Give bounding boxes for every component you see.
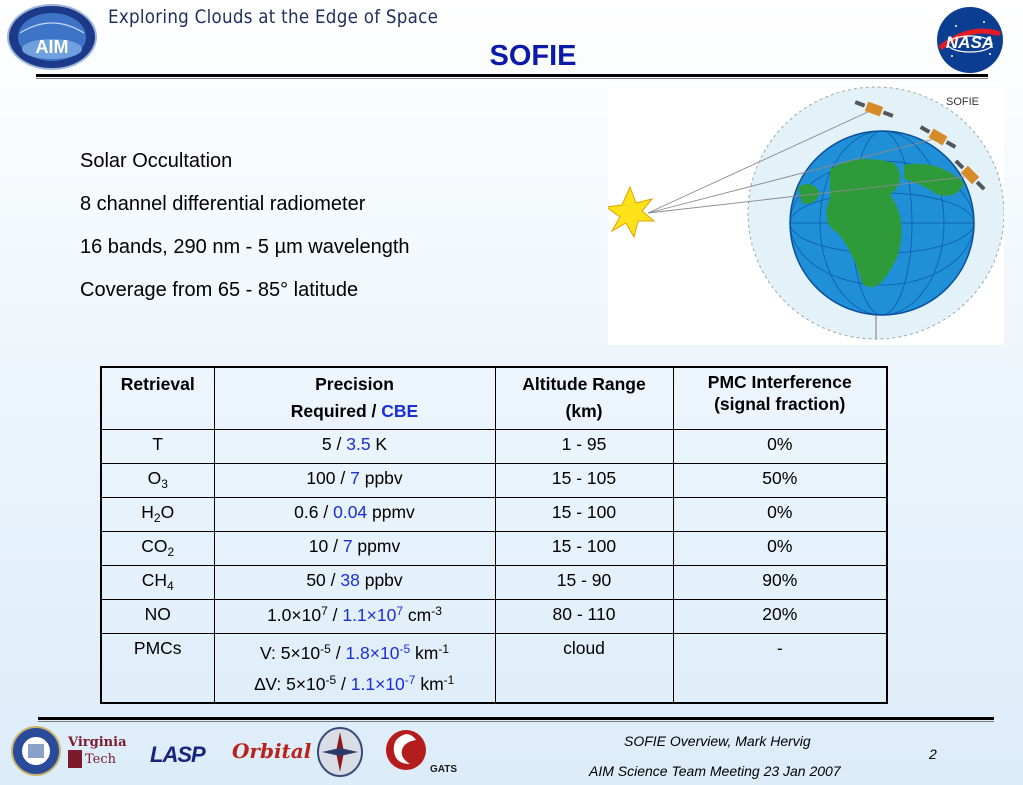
precision-required: 10 / bbox=[308, 536, 343, 556]
header-pmc-line1: PMC Interference bbox=[707, 372, 852, 392]
species-name: H bbox=[141, 502, 154, 522]
sofie-orbit-figure bbox=[608, 83, 1004, 345]
header-subtitle: Exploring Clouds at the Edge of Space bbox=[108, 6, 439, 28]
virginia-text: Virginia bbox=[68, 735, 127, 750]
header-precision bbox=[214, 367, 495, 430]
page-number: 2 bbox=[929, 746, 937, 762]
pmc-precision-line-dv bbox=[221, 667, 489, 698]
precision-required-exponent: 7 bbox=[321, 604, 328, 618]
gats-logo bbox=[380, 728, 470, 776]
compass-emblem-logo bbox=[316, 726, 364, 778]
cell-altitude: 80 - 110 bbox=[495, 600, 673, 634]
nasa-logo bbox=[934, 4, 1006, 76]
precision-unit: km bbox=[410, 643, 439, 663]
cell-retrieval bbox=[101, 566, 214, 600]
species-subscript: 3 bbox=[161, 477, 168, 491]
cell-precision bbox=[214, 634, 495, 704]
table-row bbox=[101, 430, 887, 464]
tech-text: Tech bbox=[85, 751, 117, 767]
summary-line: 8 channel differential radiometer bbox=[80, 193, 366, 215]
cell-retrieval bbox=[101, 464, 214, 498]
cell-retrieval bbox=[101, 532, 214, 566]
precision-required-exponent: -5 bbox=[320, 642, 331, 656]
header-pmc bbox=[673, 367, 887, 430]
header-pmc-line2: (signal fraction) bbox=[714, 394, 846, 414]
table-row bbox=[101, 464, 887, 498]
precision-required: 1.0×10 bbox=[267, 605, 322, 625]
cell-retrieval: PMCs bbox=[101, 634, 214, 704]
header-cbe: CBE bbox=[381, 401, 419, 421]
cell-precision bbox=[214, 430, 495, 464]
precision-cbe: 3.5 bbox=[346, 434, 371, 454]
cell-altitude: 15 - 100 bbox=[495, 532, 673, 566]
species-subscript: 2 bbox=[167, 545, 175, 559]
precision-unit: ppmv bbox=[352, 536, 401, 556]
precision-cbe-exponent: -7 bbox=[404, 673, 416, 687]
table-row bbox=[101, 566, 887, 600]
instrument-summary bbox=[80, 140, 410, 312]
slide-title: SOFIE bbox=[489, 40, 577, 72]
footer-divider-thin bbox=[38, 721, 994, 722]
header-divider bbox=[36, 74, 988, 77]
precision-unit: cm bbox=[403, 605, 432, 625]
summary-line: Solar Occultation bbox=[80, 150, 233, 172]
precision-slash: / bbox=[330, 643, 346, 663]
header-divider-thin bbox=[36, 78, 988, 79]
gats-text: GATS bbox=[430, 764, 458, 775]
cell-pmc: 0% bbox=[673, 498, 887, 532]
precision-required: 0.6 / bbox=[294, 502, 334, 522]
cell-precision bbox=[214, 464, 495, 498]
table-row bbox=[101, 498, 887, 532]
summary-line: Coverage from 65 - 85° latitude bbox=[80, 279, 359, 301]
retrieval-table bbox=[100, 366, 888, 704]
precision-slash: / bbox=[336, 674, 351, 694]
cell-altitude: 1 - 95 bbox=[495, 430, 673, 464]
cell-pmc: 20% bbox=[673, 600, 887, 634]
table-row bbox=[101, 600, 887, 634]
university-seal-logo bbox=[10, 724, 62, 778]
cell-altitude: 15 - 90 bbox=[495, 566, 673, 600]
cell-altitude: cloud bbox=[495, 634, 673, 704]
header-retrieval: Retrieval bbox=[101, 367, 214, 430]
precision-required: 100 / bbox=[306, 468, 351, 488]
species-name: O bbox=[147, 468, 162, 488]
nasa-logo-text: NASA bbox=[945, 33, 995, 52]
species-subscript: 2 bbox=[153, 511, 161, 525]
precision-required: ∆V: 5×10 bbox=[254, 674, 326, 694]
cell-pmc: 0% bbox=[673, 430, 887, 464]
header-altitude-line1: Altitude Range bbox=[522, 374, 646, 394]
summary-line: 16 bands, 290 nm - 5 µm wavelength bbox=[80, 236, 410, 258]
precision-required: V: 5×10 bbox=[260, 643, 321, 663]
precision-unit-exponent: -1 bbox=[438, 642, 449, 656]
vt-mark-icon bbox=[68, 750, 82, 768]
cell-precision bbox=[214, 532, 495, 566]
cell-pmc: 50% bbox=[673, 464, 887, 498]
precision-unit: ppmv bbox=[367, 502, 415, 522]
footer-meeting: AIM Science Team Meeting 23 Jan 2007 bbox=[589, 763, 841, 779]
precision-unit-exponent: -3 bbox=[431, 604, 442, 618]
cell-pmc: 90% bbox=[673, 566, 887, 600]
precision-cbe-exponent: 7 bbox=[396, 604, 404, 618]
precision-required-exponent: -5 bbox=[325, 673, 337, 687]
cell-pmc: 0% bbox=[673, 532, 887, 566]
species-name: CH bbox=[141, 570, 168, 590]
precision-cbe-exponent: -5 bbox=[399, 642, 411, 656]
cell-retrieval bbox=[101, 498, 214, 532]
cell-precision bbox=[214, 600, 495, 634]
footer-divider bbox=[38, 717, 994, 720]
figure-label: SOFIE bbox=[946, 96, 980, 108]
table-header-row bbox=[101, 367, 887, 430]
header-slash: / bbox=[366, 401, 382, 421]
cell-pmc: - bbox=[673, 634, 887, 704]
precision-slash: / bbox=[327, 605, 343, 625]
cell-precision bbox=[214, 498, 495, 532]
precision-cbe: 7 bbox=[350, 468, 360, 488]
orbital-logo: Orbital bbox=[232, 739, 312, 763]
precision-cbe: 7 bbox=[342, 536, 353, 556]
lasp-logo: LASP bbox=[150, 742, 205, 767]
pmc-precision-line-v bbox=[221, 636, 489, 667]
precision-cbe: 1.1×10 bbox=[342, 605, 397, 625]
cell-retrieval: T bbox=[101, 430, 214, 464]
precision-unit: km bbox=[415, 674, 444, 694]
header-precision-title: Precision bbox=[315, 374, 394, 394]
header-altitude bbox=[495, 367, 673, 430]
species-name: CO bbox=[141, 536, 168, 556]
table-row bbox=[101, 634, 887, 704]
precision-required: 50 / bbox=[306, 570, 341, 590]
cell-precision bbox=[214, 566, 495, 600]
header-altitude-line2: (km) bbox=[565, 401, 603, 421]
precision-cbe: 1.8×10 bbox=[345, 643, 400, 663]
precision-cbe: 1.1×10 bbox=[350, 674, 405, 694]
precision-cbe: 0.04 bbox=[333, 502, 368, 522]
species-tail: O bbox=[160, 502, 175, 522]
precision-unit: K bbox=[370, 434, 388, 454]
cell-altitude: 15 - 105 bbox=[495, 464, 673, 498]
precision-unit-exponent: -1 bbox=[443, 673, 455, 687]
aim-logo-text: AIM bbox=[35, 37, 69, 57]
cell-retrieval: NO bbox=[101, 600, 214, 634]
precision-required: 5 / bbox=[321, 434, 347, 454]
footer-presenter: SOFIE Overview, Mark Hervig bbox=[624, 733, 811, 749]
virginia-tech-logo bbox=[68, 736, 144, 772]
header-required: Required bbox=[290, 401, 367, 421]
precision-unit: ppbv bbox=[359, 570, 403, 590]
table-row bbox=[101, 532, 887, 566]
precision-unit: ppbv bbox=[359, 468, 403, 488]
species-subscript: 4 bbox=[167, 579, 174, 593]
precision-cbe: 38 bbox=[340, 570, 360, 590]
cell-altitude: 15 - 100 bbox=[495, 498, 673, 532]
